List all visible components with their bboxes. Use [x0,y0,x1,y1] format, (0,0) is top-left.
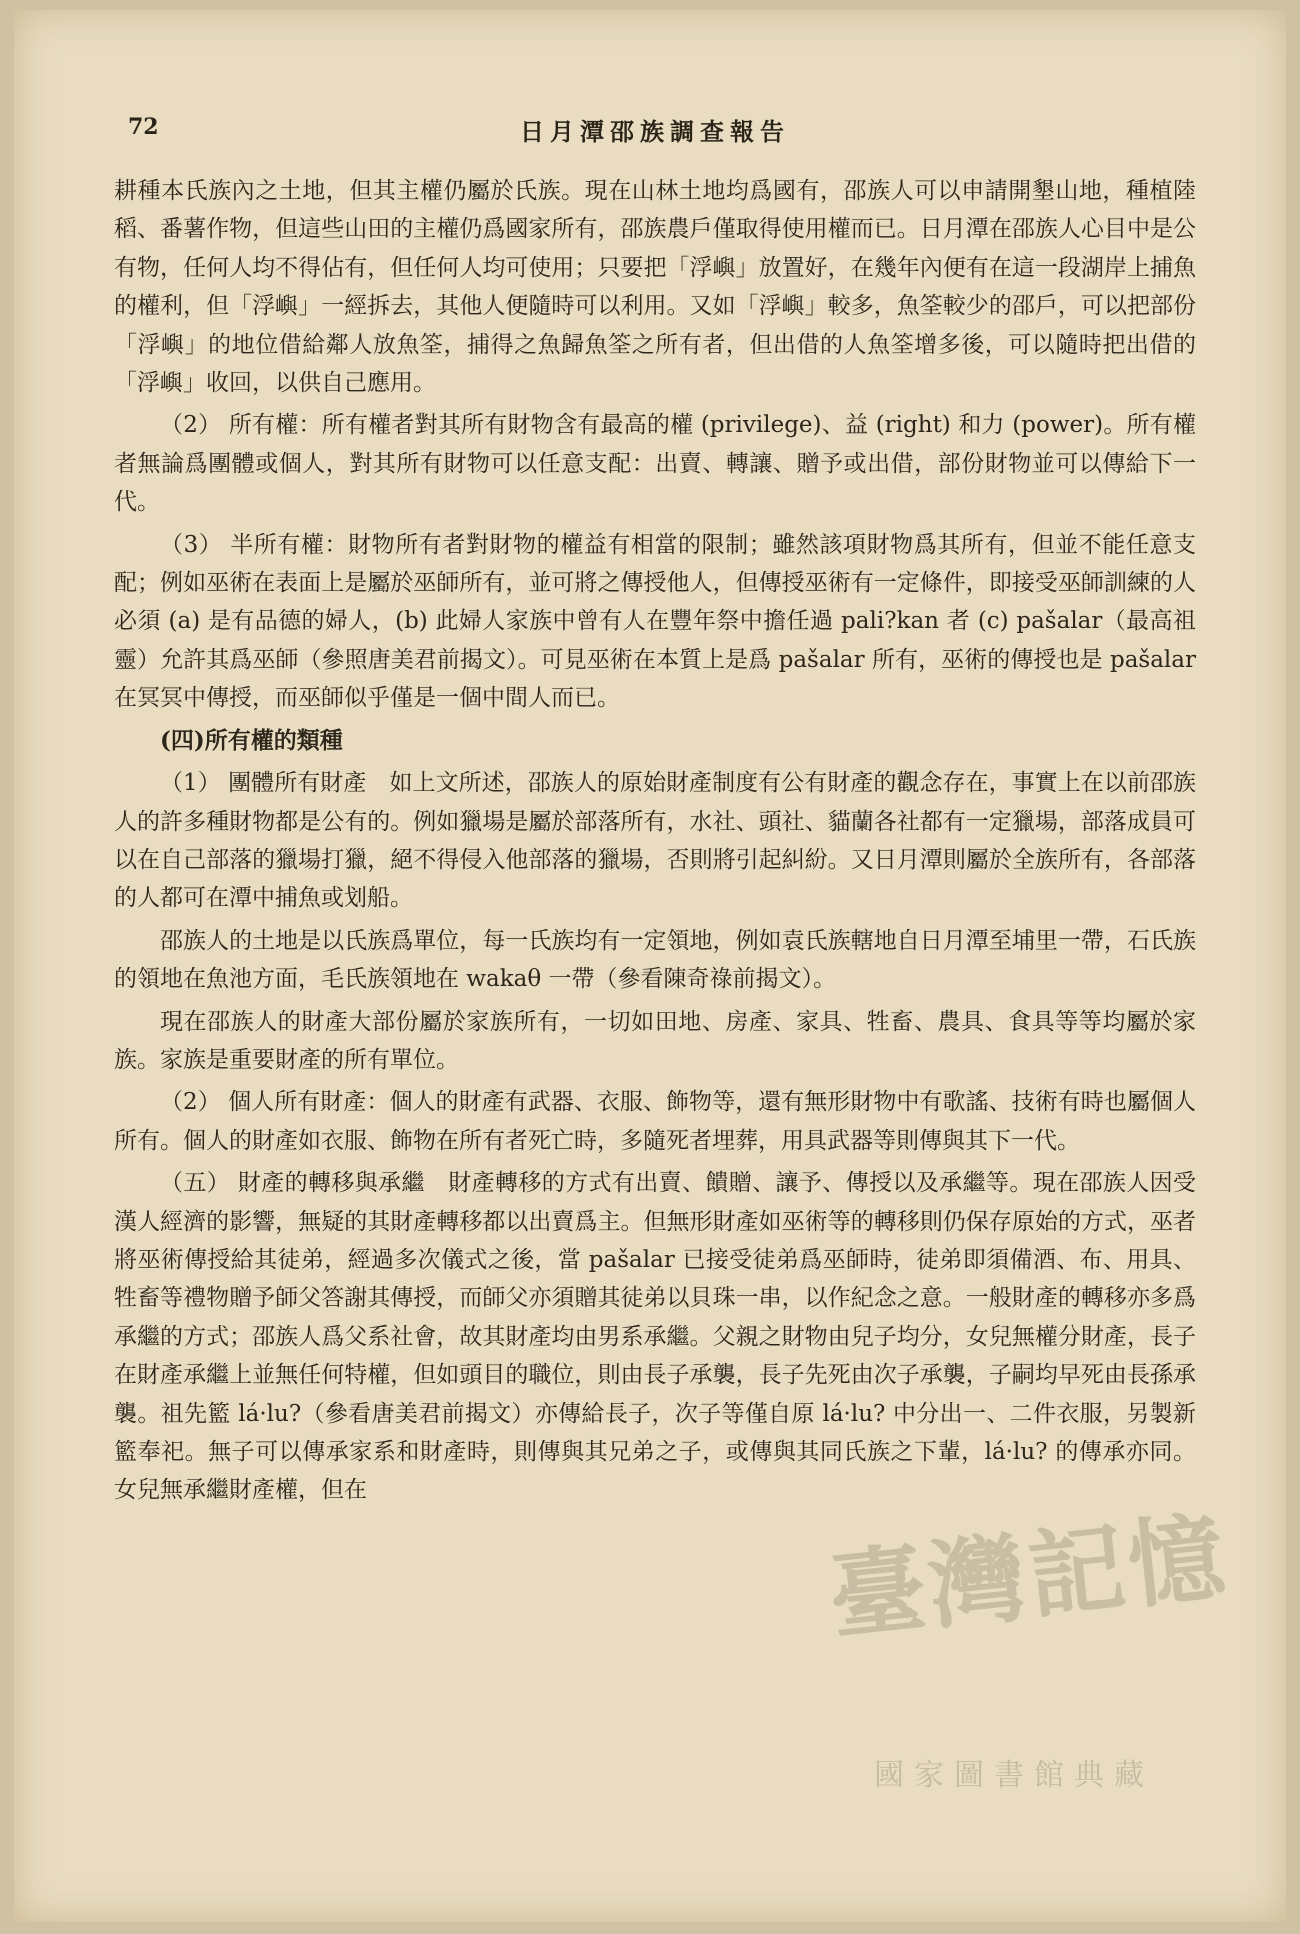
paragraph: 耕種本氏族內之土地，但其主權仍屬於氏族。現在山林土地均爲國有，邵族人可以申請開墾山地，種植陸稻、番薯作物，但這些山田的主權仍爲國家所有，邵族農戶僅取得使用權而已。日月潭在邵族人心目中是公有物，任何人均不得佔有，但任何人均可使用；只要把「浮嶼」放置好，在幾年內便有在這一段湖岸上捕魚的權利，但「浮嶼」一經拆去，其他人便隨時可以利用。又如「浮嶼」較多，魚筌較少的邵戶，可以把部份「浮嶼」的地位借給鄰人放魚筌，捕得之魚歸魚筌之所有者，但出借的人魚筌增多後，可以隨時把出借的「浮嶼」收回，以供自己應用。 [114,178,1196,397]
library-watermark: 臺灣記憶 [824,1499,1234,1654]
paragraph: （3） 半所有權：財物所有者對財物的權益有相當的限制；雖然該項財物爲其所有，但並不能任意支配；例如巫術在表面上是屬於巫師所有，並可將之傳授他人，但傳授巫術有一定條件，即接受巫師訓練的人必須 (a) 是有品德的婦人，(b) 此婦人家族中曾有人在豐年祭中擔任過 pali?kan 者 (c) pašalar（最高祖靈）允許其爲巫師（參照唐美君前揭文）。可見巫術在本質上是爲 pašalar 所有，巫術的傳授也是 pašalar 在冥冥中傳授，而巫師似乎僅是一個中間人而已。 [114,531,1196,712]
paragraph: （2） 所有權：所有權者對其所有財物含有最高的權 (privilege)、益 (right) 和力 (power)。所有權者無論爲團體或個人，對其所有財物可以任意支配：出賣、轉讓、贈予或出借，部份財物並可以傳給下一代。 [114,412,1196,516]
paragraph: （五） 財產的轉移與承繼 財產轉移的方式有出賣、饋贈、讓予、傳授以及承繼等。現在邵族人因受漢人經濟的影響，無疑的其財產轉移都以出賣爲主。但無形財產如巫術等的轉移則仍保存原始的方式，巫者將巫術傳授給其徒弟，經過多次儀式之後，當 pašalar 已接受徒弟爲巫師時，徒弟即須備酒、布、用具、牲畜等禮物贈予師父答謝其傳授，而師父亦須贈其徒弟以貝珠一串，以作紀念之意。一般財產的轉移亦多爲承繼的方式；邵族人爲父系社會，故其財產均由男系承繼。父親之財物由兒子均分，女兒無權分財產，長子在財產承繼上並無任何特權，但如頭目的職位，則由長子承襲，長子先死由次子承襲，子嗣均早死由長孫承襲。祖先籃 lá·lu?（參看唐美君前揭文）亦傳給長子，次子等僅自原 lá·lu? 中分出一、二件衣服，另製新籃奉祀。無子可以傳承家系和財產時，則傳與其兄弟之子，或傳與其同氏族之下輩，lá·lu? 的傳承亦同。女兒無承繼財產權，但在 [114,1170,1196,1504]
paragraph: 現在邵族人的財產大部份屬於家族所有，一切如田地、房產、家具、牲畜、農具、食具等等均屬於家族。家族是重要財產的所有單位。 [114,1008,1196,1073]
paragraph: （1） 團體所有財產 如上文所述，邵族人的原始財產制度有公有財產的觀念存在，事實上在以前邵族人的許多種財物都是公有的。例如獵場是屬於部落所有，水社、頭社、貓蘭各社都有一定獵場，部落成員可以在自己部落的獵場打獵，絕不得侵入他部落的獵場，否則將引起糾紛。又日月潭則屬於全族所有，各部落的人都可在潭中捕魚或划船。 [114,770,1196,912]
paragraph: （2） 個人所有財產：個人的財產有武器、衣服、飾物等，還有無形財物中有歌謠、技術有時也屬個人所有。個人的財產如衣服、飾物在所有者死亡時，多隨死者埋葬，用具武器等則傳與其下一代。 [114,1089,1196,1154]
page-number: 72 [128,114,159,140]
running-title: 日月潭邵族調查報告 [520,117,790,146]
library-watermark-caption: 國家圖書館典藏 [874,1758,1154,1793]
body-text [114,172,1196,1510]
document-page [14,10,1286,1922]
paragraph: 邵族人的土地是以氏族爲單位，每一氏族均有一定領地，例如袁氏族轄地自日月潭至埔里一帶，石氏族的領地在魚池方面，毛氏族領地在 wakaθ 一帶（參看陳奇祿前揭文）。 [114,927,1196,993]
section-heading: (四)所有權的類種 [160,726,343,754]
page-header [114,110,1196,150]
